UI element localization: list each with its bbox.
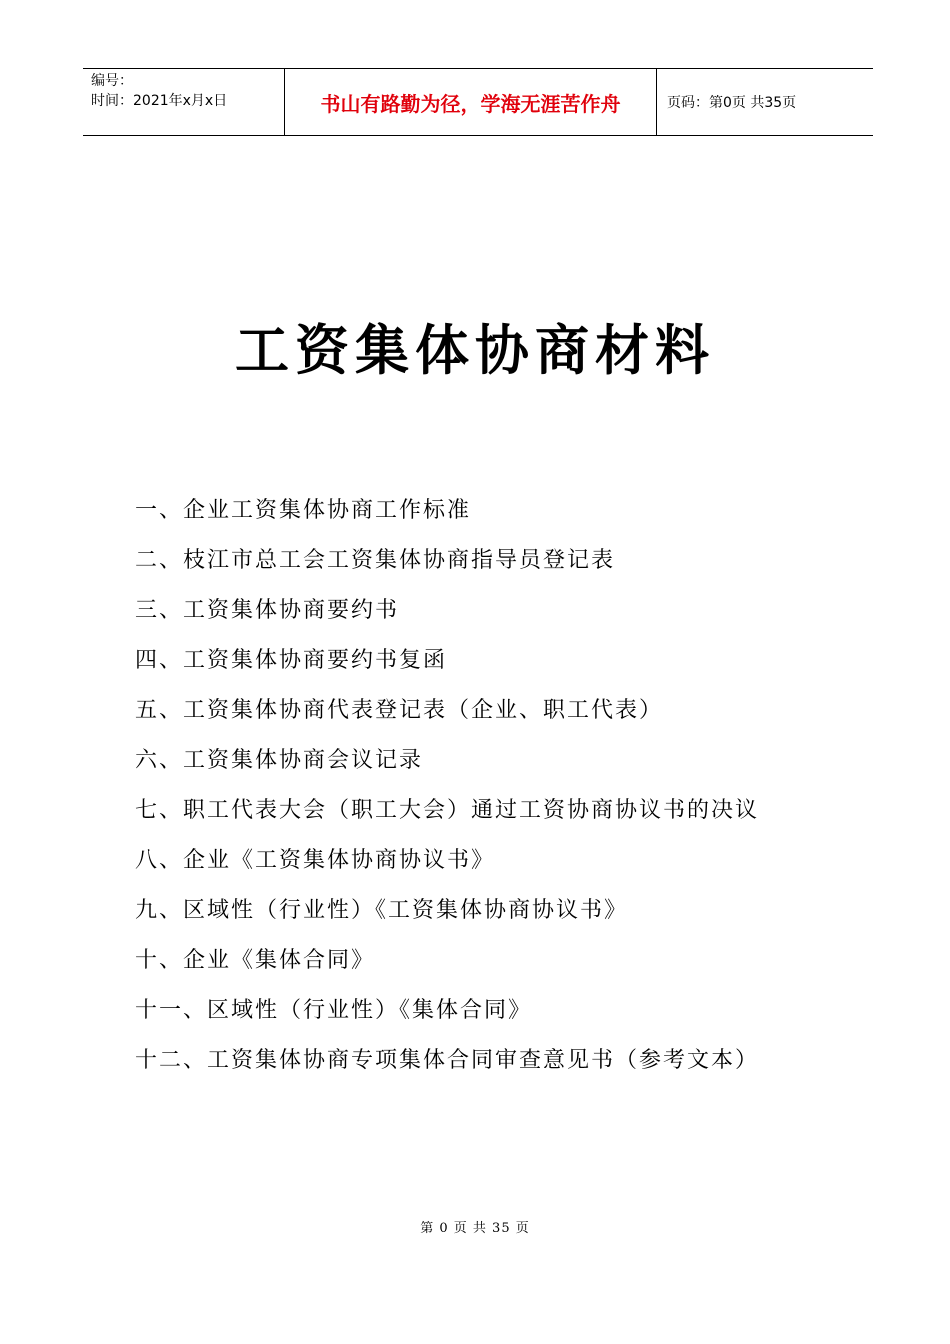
toc-item: 二、枝江市总工会工资集体协商指导员登记表 (135, 548, 616, 573)
header-page-info: 页码：第0页 共35页 (667, 95, 797, 111)
table-of-contents (135, 486, 759, 1086)
page-header (83, 68, 873, 136)
toc-item: 十、企业《集体合同》 (135, 948, 376, 973)
header-motto: 书山有路勤为径，学海无涯苦作舟 (285, 69, 657, 135)
toc-item: 一、企业工资集体协商工作标准 (135, 498, 472, 523)
toc-item: 三、工资集体协商要约书 (135, 598, 400, 623)
toc-item: 九、区域性（行业性）《工资集体协商协议书》 (135, 898, 629, 923)
document-title: 工资集体协商材料 (235, 318, 715, 382)
page-footer: 第 0 页 共 35 页 (420, 1221, 530, 1236)
toc-item: 五、工资集体协商代表登记表（企业、职工代表） (135, 698, 664, 723)
toc-item: 四、工资集体协商要约书复函 (135, 648, 448, 673)
toc-item: 十二、工资集体协商专项集体合同审查意见书（参考文本） (135, 1048, 760, 1073)
toc-item: 七、职工代表大会（职工大会）通过工资协商协议书的决议 (135, 798, 760, 823)
toc-item: 六、工资集体协商会议记录 (135, 748, 424, 773)
time-label: 时间：2021年x月x日 (91, 93, 228, 109)
number-label: 编号： (91, 73, 133, 89)
header-meta (83, 69, 285, 135)
toc-item: 八、企业《工资集体协商协议书》 (135, 848, 496, 873)
toc-item: 十一、区域性（行业性）《集体合同》 (135, 998, 533, 1023)
